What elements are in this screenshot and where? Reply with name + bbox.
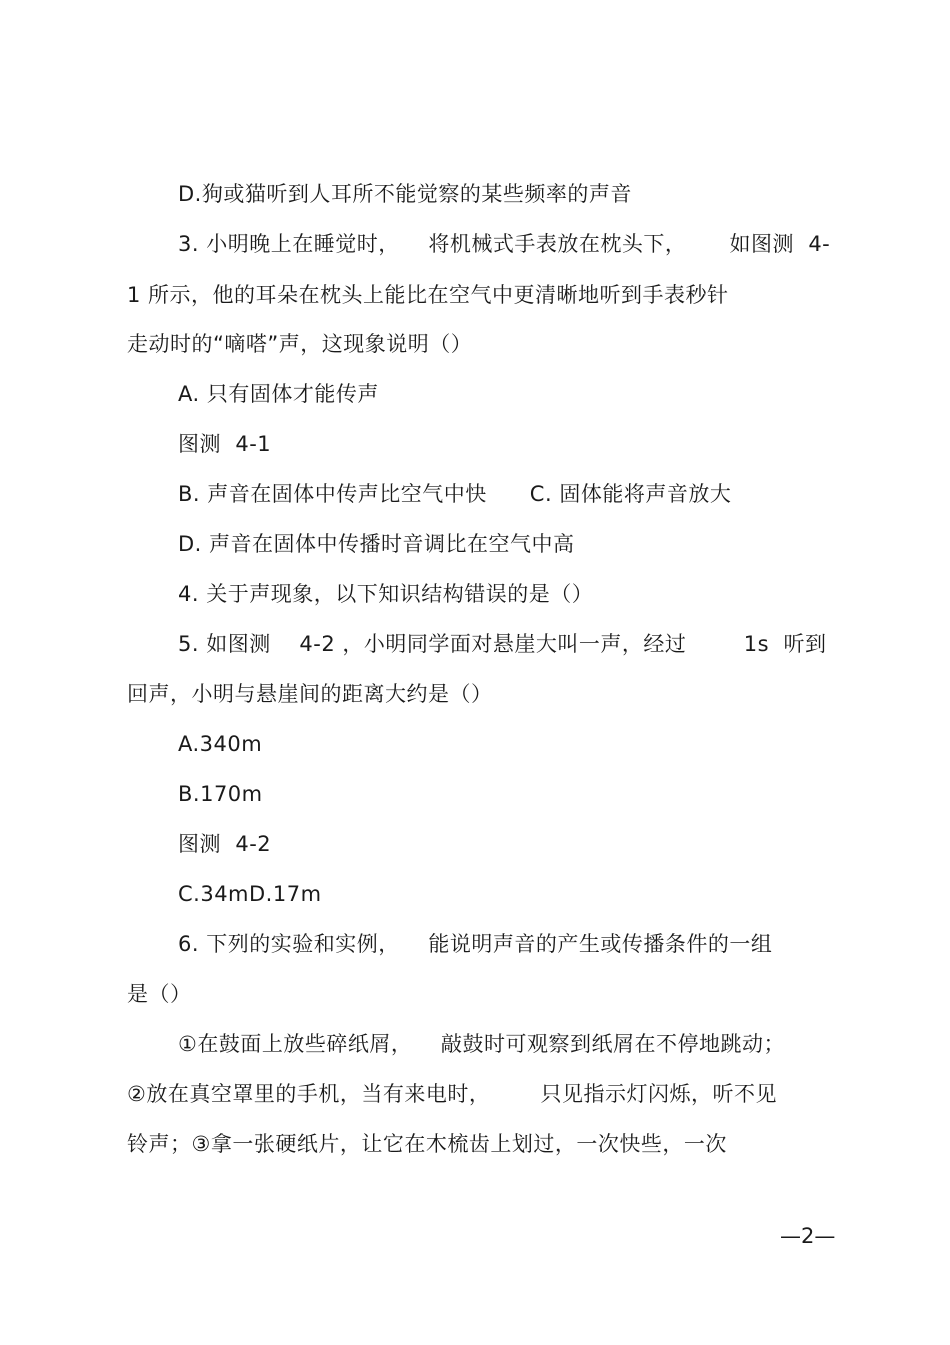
text-line: D. 声音在固体中传播时音调比在空气中高 [178, 532, 575, 556]
text-line: 1 所示，他的耳朵在枕头上能比在空气中更清晰地听到手表秒针 [127, 283, 729, 307]
text-line: A. 只有固体才能传声 [178, 382, 379, 406]
text-line: C.34mD.17m [178, 882, 322, 906]
text-line: A.340m [178, 732, 263, 756]
page-number: —2— [780, 1224, 836, 1248]
text-line: 铃声；③拿一张硬纸片，让它在木梳齿上划过，一次快些，一次 [127, 1132, 727, 1156]
text-line: ①在鼓面上放些碎纸屑， 敲鼓时可观察到纸屑在不停地跳动； [178, 1032, 786, 1056]
text-line: 3. 小明晚上在睡觉时， 将机械式手表放在枕头下， 如图测 4- [178, 232, 831, 256]
text-line: 6. 下列的实验和实例， 能说明声音的产生或传播条件的一组 [178, 932, 773, 956]
figure-caption: 图测 4-2 [178, 832, 272, 856]
text-line: ②放在真空罩里的手机，当有来电时， 只见指示灯闪烁，听不见 [127, 1082, 778, 1106]
text-line: 走动时的“嘀嗒”声，这现象说明（） [127, 332, 473, 356]
text-line: B.170m [178, 782, 263, 806]
text-line: 是（） [127, 982, 192, 1006]
text-line: 回声，小明与悬崖间的距离大约是（） [127, 682, 493, 706]
text-line: B. 声音在固体中传声比空气中快 C. 固体能将声音放大 [178, 482, 732, 506]
text-line: 4. 关于声现象，以下知识结构错误的是（） [178, 582, 594, 606]
text-line: D.狗或猫听到人耳所不能觉察的某些频率的声音 [178, 182, 632, 206]
text-line: 5. 如图测 4-2 ，小明同学面对悬崖大叫一声，经过 1s 听到 [178, 632, 827, 656]
figure-caption: 图测 4-1 [178, 432, 272, 456]
